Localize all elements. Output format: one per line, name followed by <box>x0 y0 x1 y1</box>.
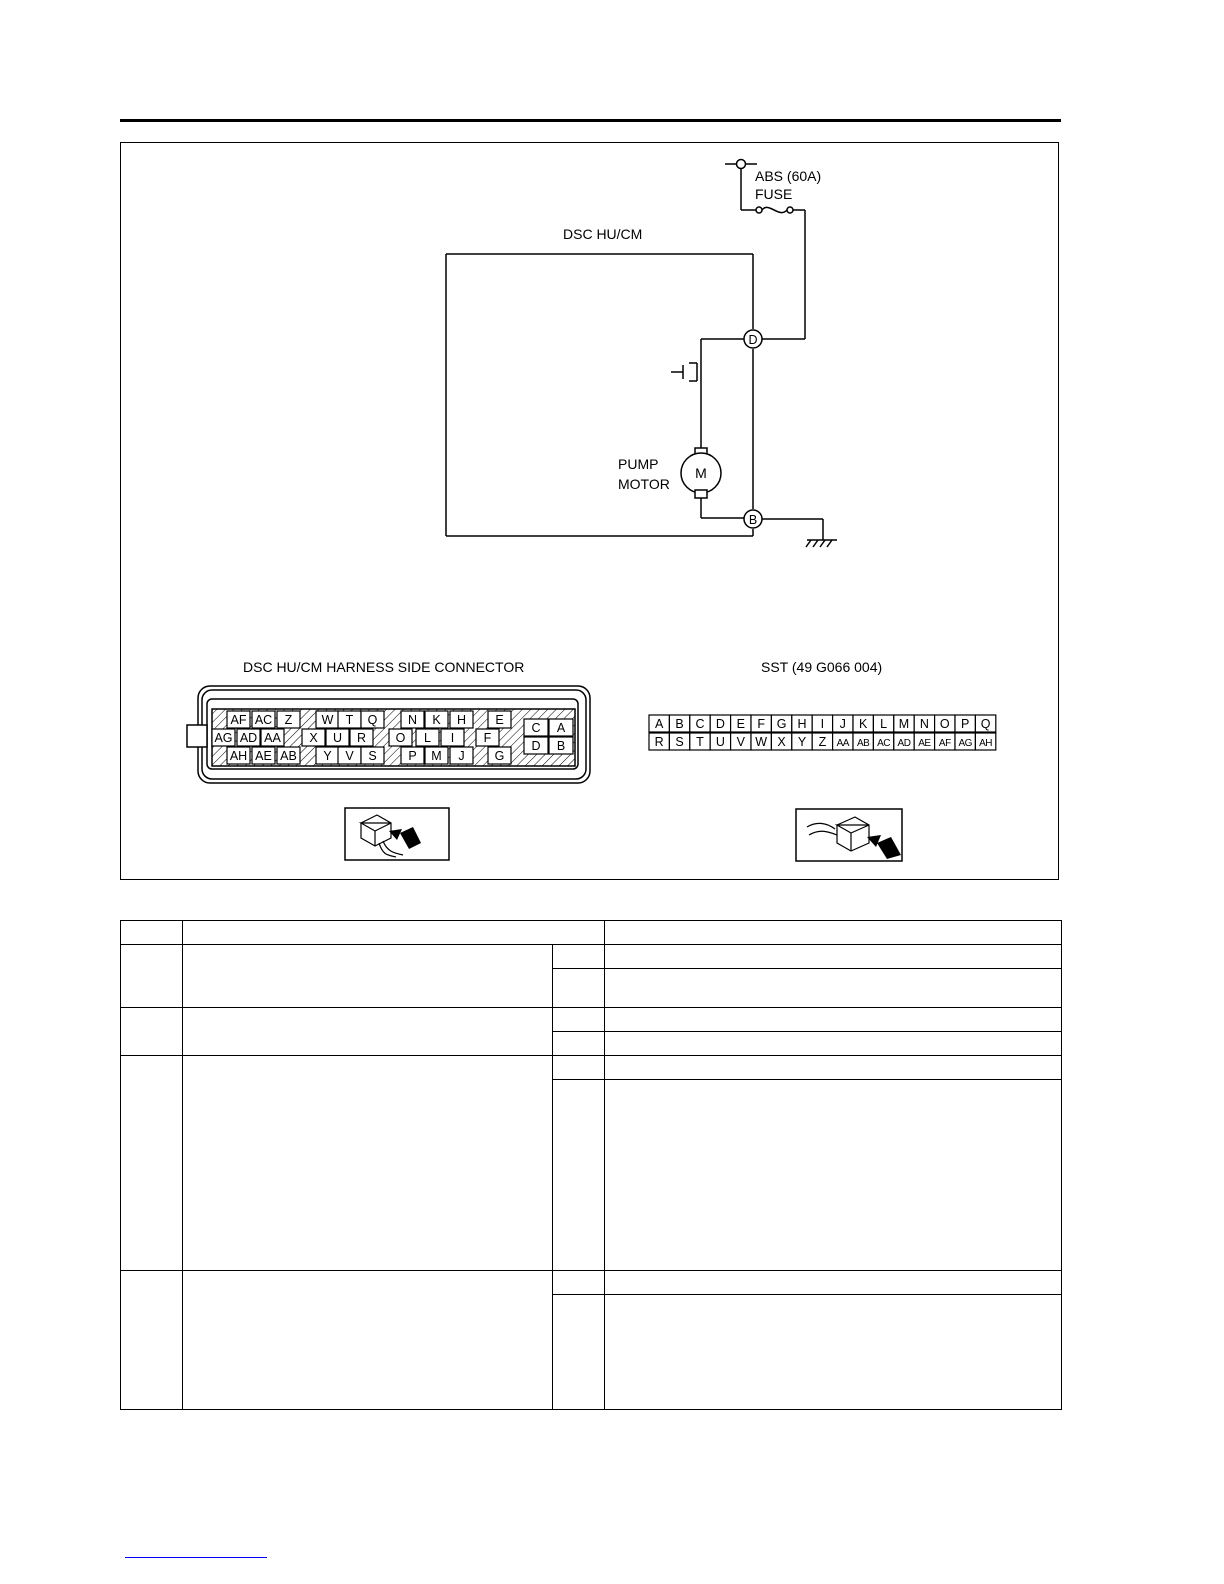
connector-pin-label: T <box>345 713 354 727</box>
troubleshooting-table <box>120 920 1062 1410</box>
result-action <box>605 1270 1062 1294</box>
result-yn <box>553 1008 605 1032</box>
connector-pin-label: U <box>332 731 343 745</box>
connector-pin-label: AH <box>229 749 248 763</box>
sst-pin-label: C <box>695 717 705 731</box>
sst-pin-label: AH <box>979 738 993 749</box>
result-yn <box>553 1270 605 1294</box>
connector-pin-label: Y <box>323 749 332 763</box>
connector-pin-label: C <box>531 721 541 735</box>
table-row <box>121 1008 1062 1032</box>
connector-pin-label: AG <box>214 731 233 745</box>
connector-pin-label: AB <box>280 749 297 763</box>
battery-terminal-icon <box>725 160 757 211</box>
connector-pin-label: AA <box>264 731 281 745</box>
sst-pin-label: Q <box>980 717 991 731</box>
connector-pin-label: M <box>431 749 442 763</box>
connector-pin-label: N <box>407 713 418 727</box>
table-row <box>121 945 1062 969</box>
sst-pin-label: AF <box>938 738 951 749</box>
terminal-d-label: D <box>748 333 758 347</box>
sst-pin-label: R <box>654 735 664 749</box>
sst-pin-label: AB <box>857 738 870 749</box>
sst-pin-label: AD <box>897 738 911 749</box>
result-action <box>605 1056 1062 1080</box>
sst-pin-label: U <box>715 735 725 749</box>
sst-pin-label: B <box>675 717 684 731</box>
step-number <box>121 1008 183 1056</box>
connector-pin-label: F <box>483 731 492 745</box>
connector-pin-label: L <box>424 731 431 745</box>
step-inspection <box>183 1056 553 1270</box>
sst-pin-label: AG <box>958 738 972 749</box>
fuse-icon <box>756 207 805 339</box>
header-action <box>605 921 1062 945</box>
result-action <box>605 1294 1062 1409</box>
sst-pin-label: AE <box>918 738 931 749</box>
connector-pin-label: AD <box>239 731 258 745</box>
sst-pin-label: M <box>898 717 910 731</box>
result-yn <box>553 969 605 1008</box>
connector-pin-label: AC <box>254 713 273 727</box>
sst-pin-label: AC <box>877 738 891 749</box>
sst-title: SST (49 G066 004) <box>761 659 883 675</box>
sst-pin-label: J <box>839 717 846 731</box>
connector-pin-label: Q <box>367 713 378 727</box>
connector-pin-label: Z <box>284 713 293 727</box>
sst-pin-label: N <box>919 717 929 731</box>
sst-pin-label: H <box>797 717 807 731</box>
sst-pin-label: Z <box>818 735 827 749</box>
fuse-label-line2: FUSE <box>755 186 793 202</box>
result-action <box>605 1008 1062 1032</box>
ground-icon <box>762 519 837 547</box>
result-action <box>605 1080 1062 1270</box>
terminal-b-label: B <box>748 513 758 527</box>
connector-pin-label: I <box>450 731 455 745</box>
table-row <box>121 1056 1062 1080</box>
motor-symbol: M <box>695 465 707 481</box>
connector-pin-label: AF <box>230 713 247 727</box>
sst-pin-label: I <box>820 717 825 731</box>
harness-connector-front-view-icon <box>345 808 449 860</box>
connector-pin-label: E <box>495 713 504 727</box>
connector-pin-label: V <box>345 749 354 763</box>
connector-pin-label: S <box>368 749 377 763</box>
sst-pin-label: F <box>757 717 766 731</box>
sst-pin-label: S <box>675 735 684 749</box>
step-number <box>121 1056 183 1270</box>
connector-pin-label: A <box>556 721 566 735</box>
sst-pin-label: D <box>715 717 725 731</box>
result-yn <box>553 945 605 969</box>
connector-pin-label: J <box>458 749 465 763</box>
step-inspection <box>183 945 553 1008</box>
module-label: DSC HU/CM <box>563 226 643 242</box>
sst-pin-label: Y <box>797 735 807 749</box>
pump-label-line2: MOTOR <box>618 476 670 492</box>
step-number <box>121 945 183 1008</box>
sst-pin-label: K <box>859 717 868 731</box>
wiring-diagram-frame <box>120 142 1059 880</box>
sst-pin-label: O <box>939 717 950 731</box>
connector-pin-label: O <box>395 731 406 745</box>
result-yn <box>553 1080 605 1270</box>
connector-pin-label: R <box>356 731 367 745</box>
connector-pin-label: W <box>321 713 334 727</box>
step-number <box>121 1270 183 1409</box>
pump-label-line1: PUMP <box>618 456 659 472</box>
pump-motor-icon <box>681 448 744 518</box>
step-inspection <box>183 1270 553 1409</box>
header-inspection <box>183 921 605 945</box>
result-action <box>605 1032 1062 1056</box>
sst-pin-label: A <box>655 717 664 731</box>
sst-pin-label: L <box>880 717 888 731</box>
result-yn <box>553 1032 605 1056</box>
sst-pin-label: AA <box>836 738 849 749</box>
result-yn <box>553 1056 605 1080</box>
sst-pin-label: T <box>696 735 704 749</box>
table-header-row <box>121 921 1062 945</box>
result-action <box>605 945 1062 969</box>
connector-pin-label: K <box>432 713 441 727</box>
connector-pin-label: X <box>309 731 318 745</box>
footer-link-underline[interactable] <box>125 1557 267 1558</box>
header-rule <box>120 119 1061 122</box>
connector-pin-label: P <box>408 749 417 763</box>
header-step <box>121 921 183 945</box>
table-row <box>121 1270 1062 1294</box>
sst-connector-view-icon <box>796 809 902 861</box>
connector-pin-label: G <box>494 749 505 763</box>
sst-pin-label: P <box>961 717 970 731</box>
wiring-diagram <box>121 143 1060 881</box>
sst-pin-label: E <box>736 717 745 731</box>
connector-pin-label: AE <box>255 749 272 763</box>
sst-pin-label: W <box>755 735 768 749</box>
fuse-label-line1: ABS (60A) <box>755 168 822 184</box>
sst-pins <box>649 715 996 750</box>
motor-relay-contact-icon <box>671 339 744 448</box>
step-inspection <box>183 1008 553 1056</box>
result-yn <box>553 1294 605 1409</box>
connector-pin-label: H <box>456 713 467 727</box>
result-action <box>605 969 1062 1008</box>
connector-pin-label: D <box>531 739 541 753</box>
sst-pin-label: G <box>776 717 787 731</box>
connector-title: DSC HU/CM HARNESS SIDE CONNECTOR <box>243 659 525 675</box>
sst-pin-label: V <box>736 735 745 749</box>
sst-pin-label: X <box>777 735 786 749</box>
connector-pin-label: B <box>556 739 566 753</box>
